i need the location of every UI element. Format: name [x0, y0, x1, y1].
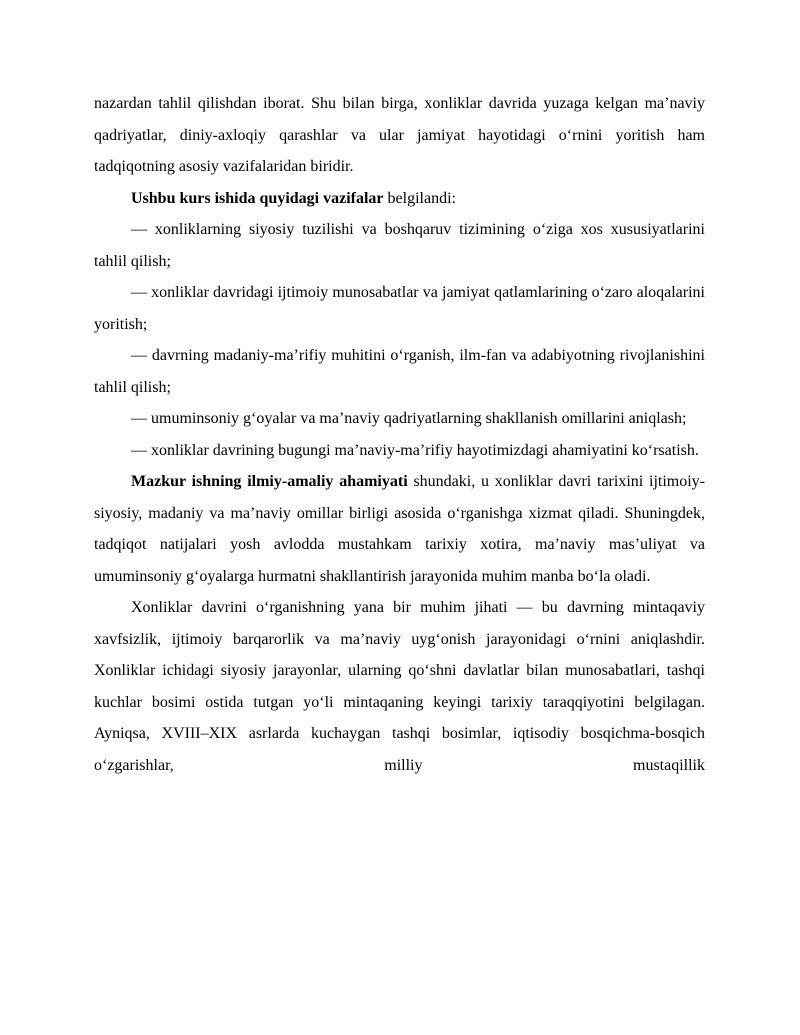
- paragraph-significance: [94, 466, 705, 592]
- paragraph-regional-aspect: Xonliklar davrini o‘rganishning yana bir muhim jihati — bu davrning mintaqaviy xavfsizlik, ijtimoiy barqarorlik va ma’naviy uyg‘onish jarayonidagi o‘rnini aniqlashdir. Xonliklar ichidagi siyosiy jarayonlar, ularning qo‘shni davlatlar bilan munosabatlari, tashqi kuchlar bosimi ostida tutgan yo‘li mintaqaning keyingi tarixiy taraqqiyotini belgilagan. Ayniqsa, XVIII–XIX asrlarda kuchaygan tashqi bosimlar, iqtisodiy bosqichma-bosqich o‘zgarishlar, milliy mustaqillik: [94, 599, 705, 774]
- tasks-heading-rest: belgilandi:: [383, 189, 456, 207]
- task-item-2: — xonliklar davridagi ijtimoiy munosabatlar va jamiyat qatlamlarining o‘zaro aloqalarini yoritish;: [94, 284, 705, 333]
- tasks-heading-bold: Ushbu kurs ishida quyidagi vazifalar: [131, 189, 384, 207]
- significance-bold: Mazkur ishning ilmiy-amaliy ahamiyati: [131, 473, 408, 490]
- paragraph-tasks-heading: [94, 183, 705, 215]
- task-item-1: — xonliklarning siyosiy tuzilishi va boshqaruv tizimining o‘ziga xos xususiyatlarini tahlil qilish;: [94, 221, 705, 270]
- task-item-5: — xonliklar davrining bugungi ma’naviy-ma’rifiy hayotimizdagi ahamiyatini ko‘rsatish.: [131, 441, 699, 459]
- document-page: [94, 88, 705, 781]
- significance-rest: shundaki, u xonliklar davri tarixini ijtimoiy-siyosiy, madaniy va ma’naviy omillar birligi asosida o‘rganishga xizmat qiladi. Shuningdek, tadqiqot natijalari yosh avlodda mustahkam tarixiy xotira, ma’naviy mas’uliyat va umuminsoniy g‘oyalarga hurmatni shakllantirish jarayonida muhim manba bo‘la oladi.: [94, 473, 706, 585]
- task-item-3: — davrning madaniy-ma’rifiy muhitini o‘rganish, ilm-fan va adabiyotning rivojlanishini tahlil qilish;: [94, 347, 705, 396]
- task-item-4: — umuminsoniy g‘oyalar va ma’naviy qadriyatlarning shakllanish omillarini aniqlash;: [131, 410, 687, 427]
- paragraph-intro-continuation: nazardan tahlil qilishdan iborat. Shu bilan birga, xonliklar davrida yuzaga kelgan ma’naviy qadriyatlar, diniy-axloqiy qarashlar va ular jamiyat hayotidagi o‘rnini yoritish ham tadqiqotning asosiy vazifalaridan biridir.: [94, 95, 705, 175]
